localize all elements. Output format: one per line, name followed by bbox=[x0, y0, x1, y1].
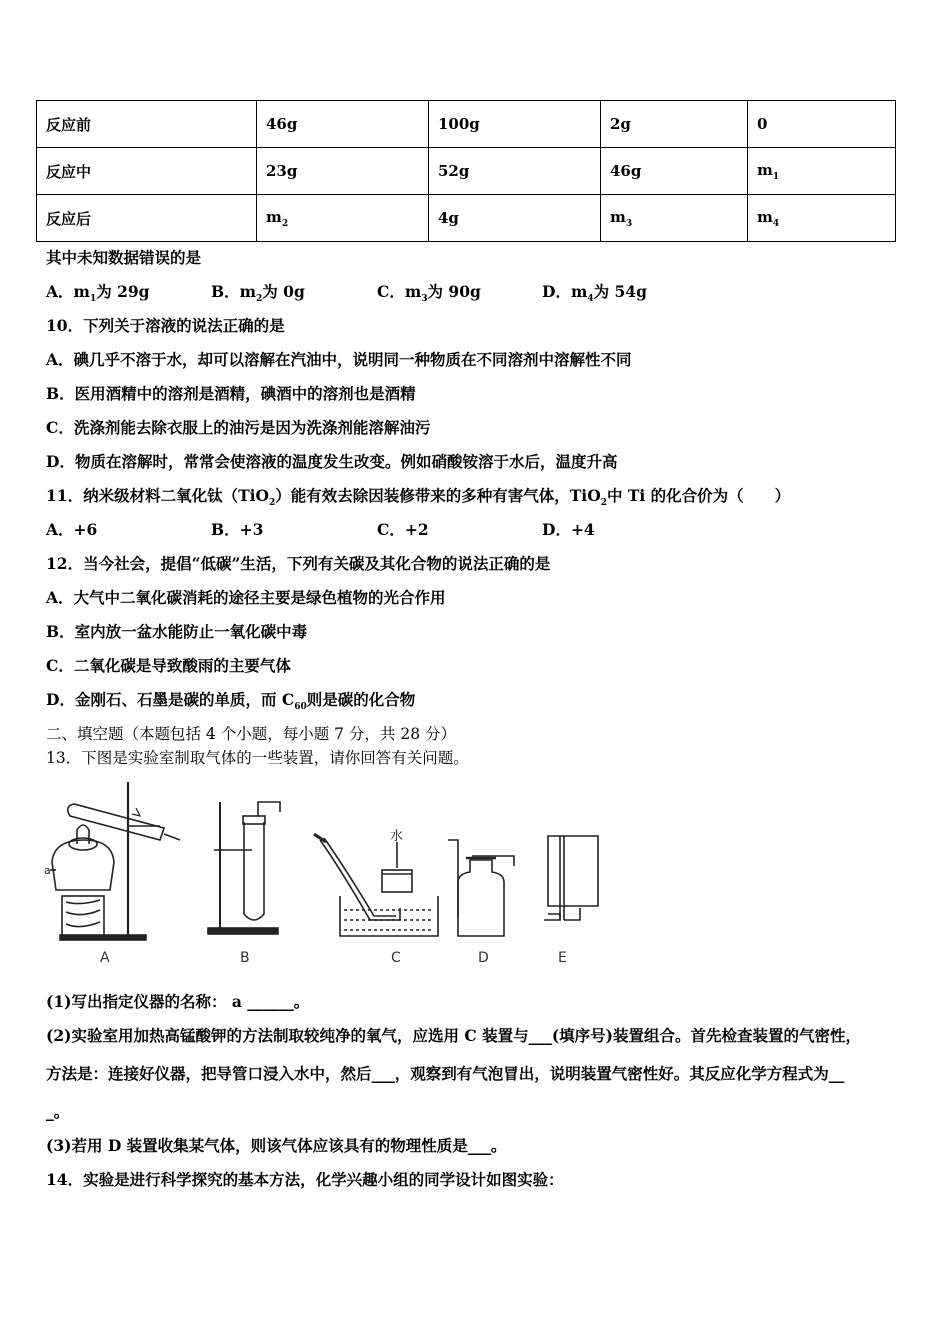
subscript: 2 bbox=[269, 498, 276, 509]
q11-option-c: C．+2 bbox=[377, 520, 429, 539]
figure-label-e: E bbox=[558, 950, 567, 966]
stem-text: 中 Ti 的化合价为（ ） bbox=[606, 486, 791, 505]
option-text: 为 0g bbox=[262, 282, 305, 301]
stem-text: 11．纳米级材料二氧化钛（TiO bbox=[46, 486, 269, 505]
table-cell: 反应后 bbox=[37, 195, 257, 242]
q9-prompt: 其中未知数据错误的是 bbox=[46, 248, 202, 267]
water-label: 水 bbox=[390, 829, 404, 844]
table-row bbox=[37, 148, 896, 195]
cell-text: m bbox=[757, 207, 773, 226]
q10-option-b: B．医用酒精中的溶剂是酒精，碘酒中的溶剂也是酒精 bbox=[46, 384, 416, 403]
table-cell: 100g bbox=[429, 101, 601, 148]
q13-part3: (3)若用 D 装置收集某气体，则该气体应该具有的物理性质是___。 bbox=[46, 1136, 507, 1155]
q13-part2-line3: _。 bbox=[46, 1102, 70, 1121]
subscript: 2 bbox=[256, 294, 263, 305]
q14-stem: 14．实验是进行科学探究的基本方法，化学兴趣小组的同学设计如图实验： bbox=[46, 1170, 564, 1189]
subscript: 3 bbox=[625, 218, 633, 229]
option-text: 为 29g bbox=[96, 282, 150, 301]
table-cell: 0 bbox=[748, 101, 896, 148]
apparatus-a-drawing bbox=[44, 782, 180, 940]
q13-part2-line2: 方法是：连接好仪器，把导管口浸入水中，然后___，观察到有气泡冒出，说明装置气密性好。其反应化学方程式为__ bbox=[46, 1064, 845, 1083]
subscript: 4 bbox=[772, 218, 780, 229]
q10-option-d: D．物质在溶解时，常常会使溶液的温度发生改变。例如硝酸铵溶于水后，温度升高 bbox=[46, 452, 618, 471]
option-text: A．m bbox=[46, 282, 90, 301]
q12-option-d bbox=[46, 688, 415, 712]
option-text: 为 90g bbox=[427, 282, 481, 301]
table-cell: 反应中 bbox=[37, 148, 257, 195]
q9-option-c bbox=[377, 280, 481, 304]
table-cell: 4g bbox=[429, 195, 601, 242]
table-cell: 46g bbox=[601, 148, 748, 195]
q12-option-c: C．二氧化碳是导致酸雨的主要气体 bbox=[46, 656, 291, 675]
q10-stem: 10．下列关于溶液的说法正确的是 bbox=[46, 316, 285, 335]
cell-text: m bbox=[610, 207, 626, 226]
q11-option-b: B．+3 bbox=[211, 520, 264, 539]
q10-option-c: C．洗涤剂能去除衣服上的油污是因为洗涤剂能溶解油污 bbox=[46, 418, 431, 437]
table-cell bbox=[748, 195, 896, 242]
q13-stem: 13．下图是实验室制取气体的一些装置，请你回答有关问题。 bbox=[46, 749, 469, 767]
cell-text: m bbox=[266, 207, 282, 226]
option-text: D．m bbox=[542, 282, 588, 301]
apparatus-figure bbox=[40, 778, 620, 978]
q11-option-a: A．+6 bbox=[46, 520, 98, 539]
section-heading: 二、填空题（本题包括 4 个小题，每小题 7 分，共 28 分） bbox=[46, 725, 457, 743]
subscript: 60 bbox=[294, 702, 307, 713]
subscript: 2 bbox=[281, 218, 289, 229]
table-cell bbox=[748, 148, 896, 195]
table-cell: 23g bbox=[257, 148, 429, 195]
figure-label-a: A bbox=[100, 950, 110, 966]
apparatus-a-pointer-label: a bbox=[44, 864, 51, 877]
q11-stem bbox=[46, 484, 790, 508]
table-cell: 反应前 bbox=[37, 101, 257, 148]
q12-option-a: A．大气中二氧化碳消耗的途径主要是绿色植物的光合作用 bbox=[46, 588, 446, 607]
figure-label-d: D bbox=[478, 950, 489, 966]
subscript: 1 bbox=[89, 294, 97, 305]
table-cell: 52g bbox=[429, 148, 601, 195]
apparatus-b-drawing bbox=[208, 802, 280, 934]
q9-option-a bbox=[46, 280, 150, 304]
q10-option-a: A．碘几乎不溶于水，却可以溶解在汽油中，说明同一种物质在不同溶剂中溶解性不同 bbox=[46, 350, 632, 369]
figure-label-c: C bbox=[391, 950, 401, 966]
option-text: 则是碳的化合物 bbox=[306, 690, 416, 709]
q12-stem: 12．当今社会，提倡“低碳”生活，下列有关碳及其化合物的说法正确的是 bbox=[46, 554, 551, 573]
figure-label-b: B bbox=[240, 950, 250, 966]
q12-option-b: B．室内放一盆水能防止一氧化碳中毒 bbox=[46, 622, 308, 641]
q11-option-d: D．+4 bbox=[542, 520, 595, 539]
q13-part2-line1: (2)实验室用加热高锰酸钾的方法制取较纯净的氧气，应选用 C 装置与___(填序号)装置组合。首先检查装置的气密性， bbox=[46, 1026, 862, 1045]
subscript: 1 bbox=[772, 171, 780, 182]
q9-option-b bbox=[211, 280, 305, 304]
subscript: 2 bbox=[600, 498, 607, 509]
reaction-mass-table bbox=[36, 100, 896, 242]
table-cell: 2g bbox=[601, 101, 748, 148]
table-cell bbox=[257, 195, 429, 242]
option-text: 为 54g bbox=[593, 282, 647, 301]
cell-text: m bbox=[757, 160, 773, 179]
apparatus-e-drawing bbox=[544, 836, 598, 920]
table-cell: 46g bbox=[257, 101, 429, 148]
table-row bbox=[37, 101, 896, 148]
option-text: D．金刚石、石墨是碳的单质，而 C bbox=[46, 690, 295, 709]
apparatus-c-drawing bbox=[314, 828, 438, 936]
subscript: 4 bbox=[587, 294, 594, 305]
option-text: B．m bbox=[211, 282, 257, 301]
table-row bbox=[37, 195, 896, 242]
q13-part1: (1)写出指定仪器的名称： a ______。 bbox=[46, 992, 310, 1011]
option-text: C．m bbox=[377, 282, 422, 301]
subscript: 3 bbox=[421, 294, 428, 305]
table-cell bbox=[601, 195, 748, 242]
stem-text: ）能有效去除因装修带来的多种有害气体，TiO bbox=[275, 486, 601, 505]
q9-option-d bbox=[542, 280, 647, 304]
apparatus-d-drawing bbox=[448, 840, 514, 936]
